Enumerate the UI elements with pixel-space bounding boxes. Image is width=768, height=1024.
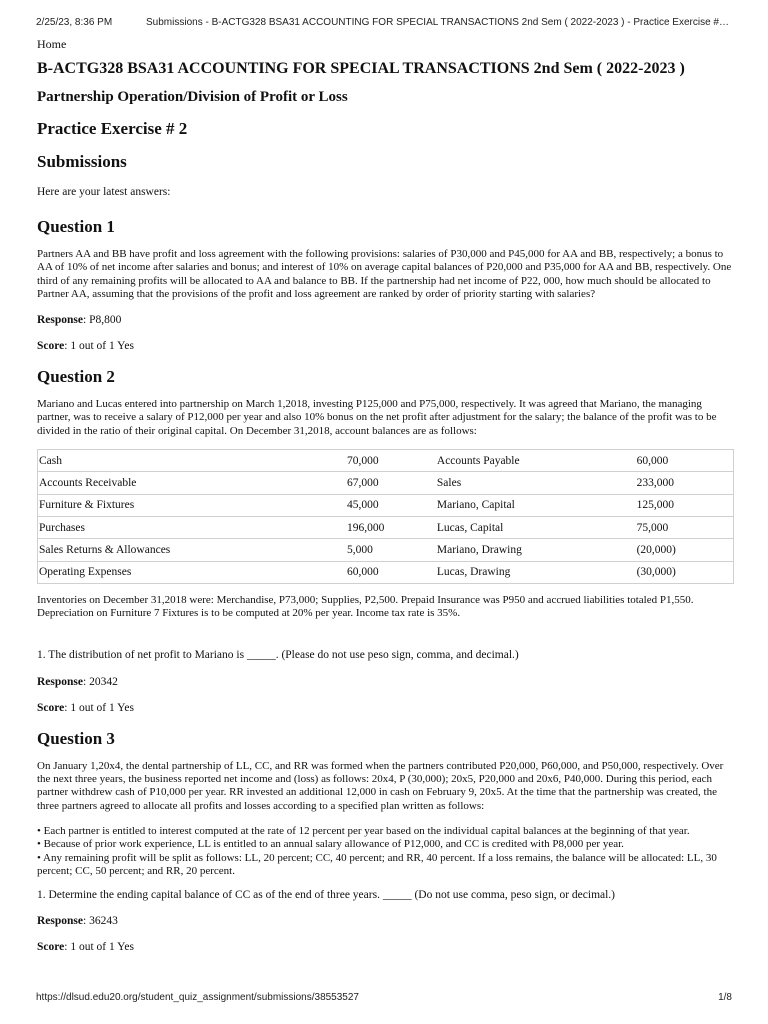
score-label: Score <box>37 701 65 714</box>
account-amount: (30,000) <box>636 561 734 583</box>
course-title: B-ACTG328 BSA31 ACCOUNTING FOR SPECIAL TRANSACTIONS 2nd Sem ( 2022-2023 ) <box>37 60 685 77</box>
account-name: Lucas, Capital <box>436 516 636 538</box>
question-2-text: Mariano and Lucas entered into partnership on March 1,2018, investing P125,000 and P75,000, respectively. It was agreed that Mariano, the managing partner, was to receive a salary of P12,000 per year and also 10% bonus on the net profit after adjustment for the salary; the balance of the profit was to be divided in the ratio of their original capital. On December 31,2018, account balances are as follows: <box>37 398 717 437</box>
breadcrumb-home[interactable]: Home <box>37 37 67 51</box>
table-row <box>38 472 734 494</box>
question-1-title: Question 1 <box>37 217 115 236</box>
table-row <box>38 450 734 472</box>
score-label: Score <box>37 941 65 954</box>
account-name: Accounts Payable <box>436 450 636 472</box>
score-label: Score <box>37 340 65 353</box>
list-item: • Each partner is entitled to interest computed at the rate of 12 percent per year based on the individual capital balances at the beginning of that year. <box>37 824 690 837</box>
score-value: : 1 out of 1 Yes <box>64 941 134 954</box>
list-item: • Any remaining profit will be split as follows: LL, 20 percent; CC, 40 percent; and RR, 40 percent. If a loss remains, the balance will be allocated: LL, 30 percent; CC, 50 percent; and RR, 20 percent. <box>37 851 717 877</box>
account-name: Operating Expenses <box>38 561 347 583</box>
response-value: : P8,800 <box>83 314 122 327</box>
question-2-score <box>37 701 733 715</box>
print-page-number: 1/8 <box>718 992 732 1003</box>
submissions-heading: Submissions <box>37 152 127 171</box>
question-3-response <box>37 914 733 928</box>
account-amount: 67,000 <box>346 472 436 494</box>
print-footer <box>36 992 732 1003</box>
topic-title: Partnership Operation/Division of Profit or Loss <box>37 89 348 105</box>
question-2-subquestion: 1. The distribution of net profit to Mariano is _____. (Please do not use peso sign, comma, and decimal.) <box>37 649 519 662</box>
account-amount: 125,000 <box>636 494 734 516</box>
account-name: Sales <box>436 472 636 494</box>
print-page-title: Submissions - B-ACTG328 BSA31 ACCOUNTING FOR SPECIAL TRANSACTIONS 2nd Sem ( 2022-2023 ) - Practice Exercise #… <box>146 17 729 28</box>
question-2-title: Question 2 <box>37 367 115 387</box>
account-amount: 60,000 <box>636 450 734 472</box>
question-2 <box>37 366 733 715</box>
account-name: Purchases <box>38 516 347 538</box>
account-name: Accounts Receivable <box>38 472 347 494</box>
allocation-plan-list <box>37 825 733 878</box>
account-name: Furniture & Fixtures <box>38 494 347 516</box>
score-value: : 1 out of 1 Yes <box>64 701 134 714</box>
question-2-note: Inventories on December 31,2018 were: Merchandise, P73,000; Supplies, P2,500. Prepaid Insurance was P950 and accrued liabilities totaled P1,550. Depreciation on Furniture 7 Fixtures is to be computed at 20% per year. Income tax rate is 35%. <box>37 593 694 620</box>
account-amount: 75,000 <box>636 516 734 538</box>
account-balances-table <box>37 449 734 584</box>
account-amount: 233,000 <box>636 472 734 494</box>
intro-text: Here are your latest answers: <box>37 186 171 198</box>
list-item: • Because of prior work experience, LL is entitled to an annual salary allowance of P12,000, and CC is credited with P8,000 per year. <box>37 838 624 851</box>
question-1-text: Partners AA and BB have profit and loss agreement with the following provisions: salaries of P30,000 and P45,000 for AA and BB, respectively; a bonus to AA of 10% of net income after salaries and bonus; and interest of 10% on average capital balances of P20,000 and P35,000 for AA and BB, respectively. One third of any remaining profits will be allocated to AA and balance to BB. If the partnership had net income of P22, 000, how much should be allocated to Partner AA, assuming that the provisions of the profit and loss agreement are ranked by order of priority starting with salaries? <box>37 248 732 300</box>
question-2-response <box>37 675 733 689</box>
account-name: Mariano, Capital <box>436 494 636 516</box>
exercise-title: Practice Exercise # 2 <box>37 119 188 138</box>
question-3-score <box>37 940 733 954</box>
question-1-response <box>37 313 733 327</box>
question-3-subquestion: 1. Determine the ending capital balance of CC as of the end of three years. _____ (Do not use comma, peso sign, or decimal.) <box>37 889 616 902</box>
question-3 <box>37 728 733 955</box>
account-name: Sales Returns & Allowances <box>38 539 347 561</box>
table-row <box>38 561 734 583</box>
score-value: : 1 out of 1 Yes <box>64 340 134 353</box>
table-row <box>38 516 734 538</box>
response-value: : 36243 <box>83 915 118 928</box>
question-3-title: Question 3 <box>37 728 115 748</box>
account-name: Cash <box>38 450 347 472</box>
account-amount: 45,000 <box>346 494 436 516</box>
question-3-text: On January 1,20x4, the dental partnership of LL, CC, and RR was formed when the partners contributed P20,000, P60,000, and P50,000, respectively. Over the next three years, the business reported net income and (loss) as follows: 20x4, P (30,000); 20x5, P20,000 and 20x6, P40,000. During this period, each partner withdrew cash of P10,000 per year. RR invested an additional 12,000 in cash on February 9, 20x5. At the time that the partnership was created, the three partners agreed to allocate all profits and losses according to a specified plan written as follows: <box>37 759 724 812</box>
print-timestamp: 2/25/23, 8:36 PM <box>36 17 113 28</box>
account-name: Lucas, Drawing <box>436 561 636 583</box>
question-1 <box>37 216 733 353</box>
account-amount: 70,000 <box>346 450 436 472</box>
response-label: Response <box>37 675 84 688</box>
account-amount: (20,000) <box>636 539 734 561</box>
print-header <box>36 17 732 28</box>
main-content <box>37 37 733 954</box>
account-amount: 196,000 <box>346 516 436 538</box>
table-row <box>38 539 734 561</box>
question-1-score <box>37 339 733 353</box>
response-label: Response <box>37 314 84 327</box>
table-row <box>38 494 734 516</box>
account-amount: 5,000 <box>346 539 436 561</box>
print-url: https://dlsud.edu20.org/student_quiz_assignment/submissions/38553527 <box>36 992 359 1003</box>
response-label: Response <box>37 915 84 928</box>
account-name: Mariano, Drawing <box>436 539 636 561</box>
response-value: : 20342 <box>83 675 118 688</box>
account-amount: 60,000 <box>346 561 436 583</box>
